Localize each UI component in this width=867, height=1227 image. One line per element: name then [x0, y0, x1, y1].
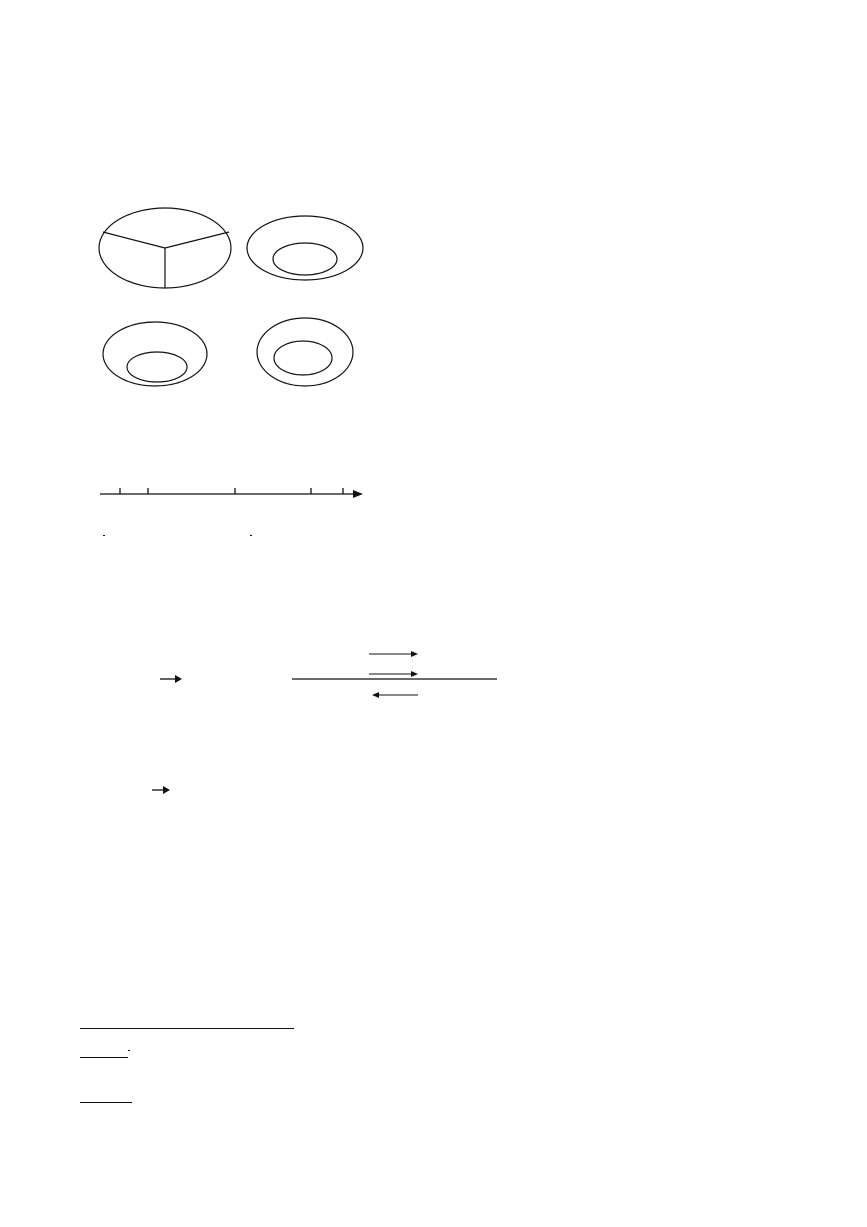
venn-figure-2 — [247, 216, 363, 280]
q9-option-b[interactable] — [250, 525, 252, 545]
venn-figure-3 — [103, 322, 207, 386]
q9-number-line — [95, 483, 395, 523]
q12-line1 — [80, 1043, 130, 1058]
venn-figure-4 — [257, 318, 353, 386]
answer-blank[interactable] — [202, 1014, 294, 1029]
fraction — [250, 535, 252, 536]
answer-blank[interactable] — [80, 1088, 132, 1103]
q10-figures — [0, 635, 867, 835]
venn-figure-1 — [99, 208, 231, 288]
answer-blank[interactable] — [80, 1014, 202, 1029]
q12-line2 — [80, 1088, 132, 1107]
q9-option-a[interactable] — [103, 525, 105, 545]
fraction — [103, 535, 105, 536]
q8-figures — [0, 200, 867, 420]
answer-blank[interactable] — [80, 1043, 128, 1058]
q11-line3 — [80, 1014, 294, 1033]
fraction — [128, 1050, 130, 1051]
